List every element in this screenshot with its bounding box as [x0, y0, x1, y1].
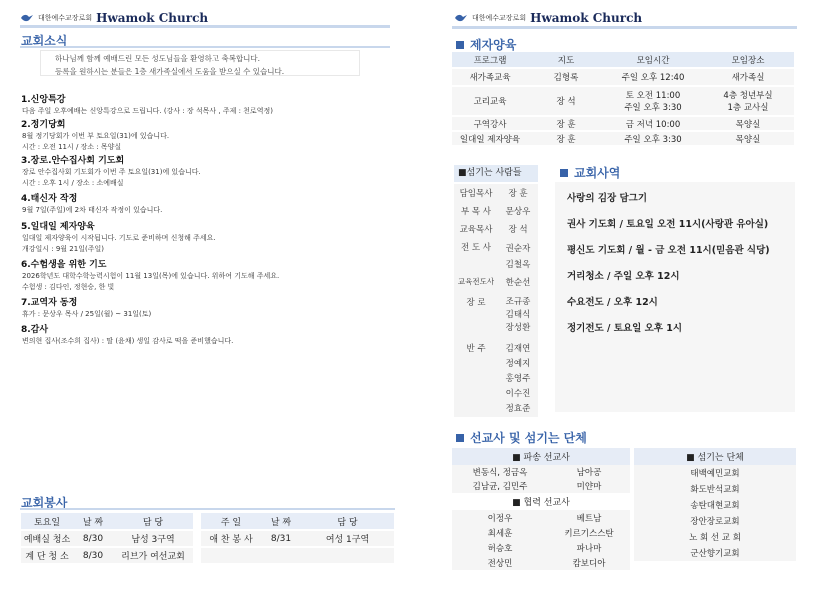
table-cell: 장 석: [528, 86, 604, 116]
staff-role: 담임목사: [459, 189, 493, 199]
place-line: 1층 교사실: [727, 103, 769, 113]
table-header-cell: 모임장소: [702, 52, 794, 68]
news-item-title: 7.교역자 동정: [21, 298, 78, 308]
welcome-line: 등록을 원하시는 분들은 1층 새가족실에서 도움을 받으실 수 있습니다.: [55, 67, 285, 76]
table-row: [452, 525, 630, 540]
table-header-cell: 날 짜: [261, 513, 301, 530]
table-cell: [604, 86, 702, 116]
table-cell: 새가족실: [702, 68, 794, 86]
place-line: 4층 청년부실: [723, 91, 773, 101]
news-item-line: 8월 정기당회가 이번 부 토요일(31)에 있습니다.: [22, 132, 170, 140]
welcome-box: [40, 50, 360, 76]
table-cell: 8/30: [73, 547, 113, 564]
news-item-line: 시간 : 오전 11시 / 장소 : 목양실: [22, 143, 122, 151]
staff-name: 장 석: [508, 225, 528, 235]
table-row: [21, 530, 193, 547]
news-item-line: 휴가 : 문상우 목사 / 25일(월) ~ 31일(토): [22, 310, 152, 318]
staff-name: 이수진: [505, 389, 531, 399]
news-item-title: 1.신앙특강: [21, 95, 66, 105]
table-cell: 캄보디아: [548, 555, 630, 570]
staff-role: 교육목사: [459, 225, 493, 235]
staff-role: 반 주: [466, 344, 486, 354]
table-cell: 목양실: [702, 116, 794, 131]
schedule-item: 수요전도 / 오후 12시: [567, 297, 658, 308]
news-item-line: 일대일 제자양육이 시작됩니다. 기도로 준비하며 신청해 주세요.: [22, 234, 216, 242]
news-item-title: 6.수험생을 위한 기도: [21, 260, 107, 270]
staff-role: 전 도 사: [460, 243, 492, 253]
square-bullet-icon: [456, 41, 464, 49]
table-row: [452, 86, 794, 116]
schedule-item: 권사 기도회 / 토요일 오전 11시(사랑관 유아실): [567, 219, 769, 230]
staff-name: 홍영주: [505, 374, 531, 384]
news-item-line: 장로 안수집사회 기도회가 이번 주 토요일(31)에 있습니다.: [22, 168, 201, 176]
table-cell: 예배실 청소: [21, 530, 73, 547]
table-cell: 남성 3구역: [113, 530, 193, 547]
church-logo: [20, 11, 208, 25]
schedule-box: [555, 182, 795, 412]
table-header-cell: 담 당: [113, 513, 193, 530]
staff-row: [454, 184, 538, 202]
table-header-cell: ■ 협력 선교사: [452, 493, 630, 510]
staff-name: 한순선: [505, 278, 531, 288]
staff-title: ■섬기는 사람들: [454, 165, 538, 182]
schedule-item: 평신도 기도회 / 월 - 금 오전 11시(믿음관 식당): [567, 245, 770, 256]
dove-icon: [20, 12, 34, 24]
staff-row: [454, 202, 538, 220]
news-item-line: 수험생 : 김다인, 정현승, 한 빛: [22, 283, 115, 291]
table-cell: 장안장로교회: [634, 513, 796, 529]
news-item: [21, 221, 401, 259]
news-item-line: 개강일시 : 9월 21일(주일): [22, 245, 104, 253]
table-row: [634, 465, 796, 481]
missions-title: [456, 429, 587, 446]
table-row: [452, 116, 794, 131]
news-item-line: 다음 주일 오후예배는 신앙특강으로 드립니다. (강사 : 장 석목사 , 주제 : 천로역정): [22, 107, 273, 115]
time-line: 토 오전 11:00: [625, 91, 681, 101]
church-name: Hwamok Church: [96, 11, 209, 25]
staff-name: 정예지: [505, 359, 531, 369]
table-cell: 송탄대현교회: [634, 497, 796, 513]
table-row: [634, 497, 796, 513]
table-row: [452, 68, 794, 86]
table-cell: 계 단 청 소: [21, 547, 73, 564]
news-item-line: 변의현 집사(조수희 집사) : 딸 (윤채) 생일 감사로 떡을 준비했습니다.: [22, 337, 234, 345]
table-cell: 구역강사: [452, 116, 528, 131]
table-header-row: [452, 493, 630, 510]
staff-names: [498, 293, 538, 339]
table-cell: 김남균, 김민주: [452, 479, 548, 493]
table-row: [21, 547, 193, 564]
staff-name: 권순자: [505, 244, 531, 254]
table-cell: 베트남: [548, 510, 630, 525]
square-bullet-icon: [560, 169, 568, 177]
table-cell: 미얀마: [548, 479, 630, 493]
welcome-line: 하나님께 함께 예배드린 모든 성도님들을 환영하고 축복합니다.: [55, 54, 261, 63]
staff-name: 김태식: [505, 310, 531, 320]
table-cell: [702, 86, 794, 116]
staff-names: [498, 339, 538, 417]
table-header-cell: ■ 섬기는 단체: [634, 448, 796, 465]
service-table-saturday: [21, 513, 193, 565]
table-cell: 리브가 여선교회: [113, 547, 193, 564]
table-header-cell: 주 일: [201, 513, 261, 530]
table-cell: 금 저녁 10:00: [604, 116, 702, 131]
table-cell: 허승호: [452, 540, 548, 555]
church-logo: [454, 11, 642, 25]
table-row: [634, 529, 796, 545]
news-item: [21, 193, 401, 221]
table-row: [452, 479, 630, 493]
discipleship-title: [456, 36, 516, 53]
staff-names: [498, 238, 538, 273]
table-header-row: [452, 448, 630, 465]
schedule-item: 거리청소 / 주일 오후 12시: [567, 271, 680, 282]
schedule-item: 사랑의 김장 담그기: [567, 193, 648, 204]
table-cell: 파나마: [548, 540, 630, 555]
discipleship-title-text: 제자양육: [470, 38, 517, 52]
table-cell: 변동식, 정금옥: [452, 465, 548, 479]
staff-name: 문상우: [505, 207, 531, 217]
table-cell: [301, 547, 394, 564]
table-header-cell: 날 짜: [73, 513, 113, 530]
table-row: [201, 547, 394, 564]
table-row: [452, 540, 630, 555]
header-rule: [452, 26, 797, 29]
staff-table: [454, 184, 538, 417]
time-line: 주일 오후 3:30: [624, 103, 682, 113]
news-item-line: 2026학년도 대학수학능력시험이 11월 13일(목)에 있습니다. 위하여 기도해 주세요.: [22, 272, 280, 280]
table-cell: 키르기스스탄: [548, 525, 630, 540]
table-header-row: [201, 513, 394, 530]
table-header-row: [452, 52, 794, 68]
news-item: [21, 297, 401, 324]
news-item-title: 5.일대일 제자양육: [21, 222, 95, 232]
organizations-table: [634, 448, 796, 561]
table-cell: 8/30: [73, 530, 113, 547]
table-cell: 고리교육: [452, 86, 528, 116]
news-item-title: 4.태신자 작정: [21, 194, 78, 204]
table-row: [452, 131, 794, 146]
table-cell: 화도반석교회: [634, 481, 796, 497]
staff-role: 부 목 사: [460, 207, 492, 217]
table-cell: 여성 1구역: [301, 530, 394, 547]
table-header-cell: 지도: [528, 52, 604, 68]
staff-row: [454, 339, 538, 417]
staff-role: 교육전도사: [457, 277, 495, 286]
square-bullet-icon: [456, 434, 464, 442]
table-cell: 주일 오후 3:30: [604, 131, 702, 146]
table-row: [452, 510, 630, 525]
staff-name: 장 훈: [508, 189, 528, 199]
news-title-rule: [20, 46, 390, 48]
table-cell: 새가족교육: [452, 68, 528, 86]
schedule-title-text: 교회사역: [574, 166, 621, 180]
table-cell: 주일 오후 12:40: [604, 68, 702, 86]
table-row: [634, 513, 796, 529]
table-header-cell: 담 당: [301, 513, 394, 530]
table-cell: 애 찬 봉 사: [201, 530, 261, 547]
table-cell: 목양실: [702, 131, 794, 146]
table-cell: 남아공: [548, 465, 630, 479]
staff-role: 장 로: [466, 298, 486, 308]
news-item: [21, 324, 401, 349]
news-list: [21, 94, 401, 349]
table-header-cell: 토요일: [21, 513, 73, 530]
table-header-row: [21, 513, 193, 530]
service-title-rule: [20, 508, 395, 510]
service-title: 교회봉사: [21, 496, 68, 510]
table-cell: 이정우: [452, 510, 548, 525]
service-table-sunday: [201, 513, 394, 565]
table-row: [634, 481, 796, 497]
news-item-line: 시간 : 오후 1시 / 장소 : 소예배실: [22, 179, 124, 187]
news-item: [21, 155, 401, 193]
missionaries-table: [452, 448, 630, 570]
header-rule: [20, 25, 390, 28]
table-cell: 최세훈: [452, 525, 548, 540]
news-item: [21, 94, 401, 119]
staff-row: [454, 220, 538, 238]
table-cell: 장 훈: [528, 131, 604, 146]
table-cell: [261, 547, 301, 564]
table-cell: 전상민: [452, 555, 548, 570]
staff-name: 장성환: [505, 323, 531, 333]
staff-row: [454, 273, 538, 293]
table-cell: [201, 547, 261, 564]
table-cell: 8/31: [261, 530, 301, 547]
staff-name: 정효준: [505, 404, 531, 414]
news-title: 교회소식: [21, 34, 68, 48]
table-header-cell: 프로그램: [452, 52, 528, 68]
denomination-label: 대한예수교장로회: [38, 14, 93, 22]
table-row: [452, 555, 630, 570]
schedule-item: 정기전도 / 토요일 오후 1시: [567, 323, 683, 334]
table-cell: 태백예민교회: [634, 465, 796, 481]
staff-row: [454, 238, 538, 273]
news-item-line: 9월 7일(주일)에 2차 태신자 작정이 있습니다.: [22, 206, 163, 214]
missions-title-text: 선교사 및 섬기는 단체: [470, 431, 587, 445]
dove-icon: [454, 12, 468, 24]
discipleship-table: [452, 52, 794, 147]
table-row: [201, 530, 394, 547]
table-header-row: [634, 448, 796, 465]
news-item-title: 2.정기당회: [21, 120, 66, 130]
staff-name: 김철옥: [505, 260, 531, 270]
table-cell: 군산향기교회: [634, 545, 796, 561]
staff-name: 조규종: [505, 297, 531, 307]
staff-row: [454, 293, 538, 339]
schedule-title: [560, 164, 620, 181]
table-cell: 일대일 제자양육: [452, 131, 528, 146]
church-name: Hwamok Church: [530, 11, 643, 25]
table-header-cell: ■ 파송 선교사: [452, 448, 630, 465]
denomination-label: 대한예수교장로회: [472, 14, 527, 22]
news-item: [21, 259, 401, 297]
table-header-cell: 모임시간: [604, 52, 702, 68]
table-cell: 노 회 선 교 회: [634, 529, 796, 545]
news-item-title: 3.장로.안수집사회 기도회: [21, 156, 125, 166]
table-cell: 장 훈: [528, 116, 604, 131]
table-row: [452, 465, 630, 479]
news-item-title: 8.감사: [21, 325, 49, 335]
news-item: [21, 119, 401, 155]
staff-name: 김재연: [505, 344, 531, 354]
table-cell: 김형록: [528, 68, 604, 86]
table-row: [634, 545, 796, 561]
